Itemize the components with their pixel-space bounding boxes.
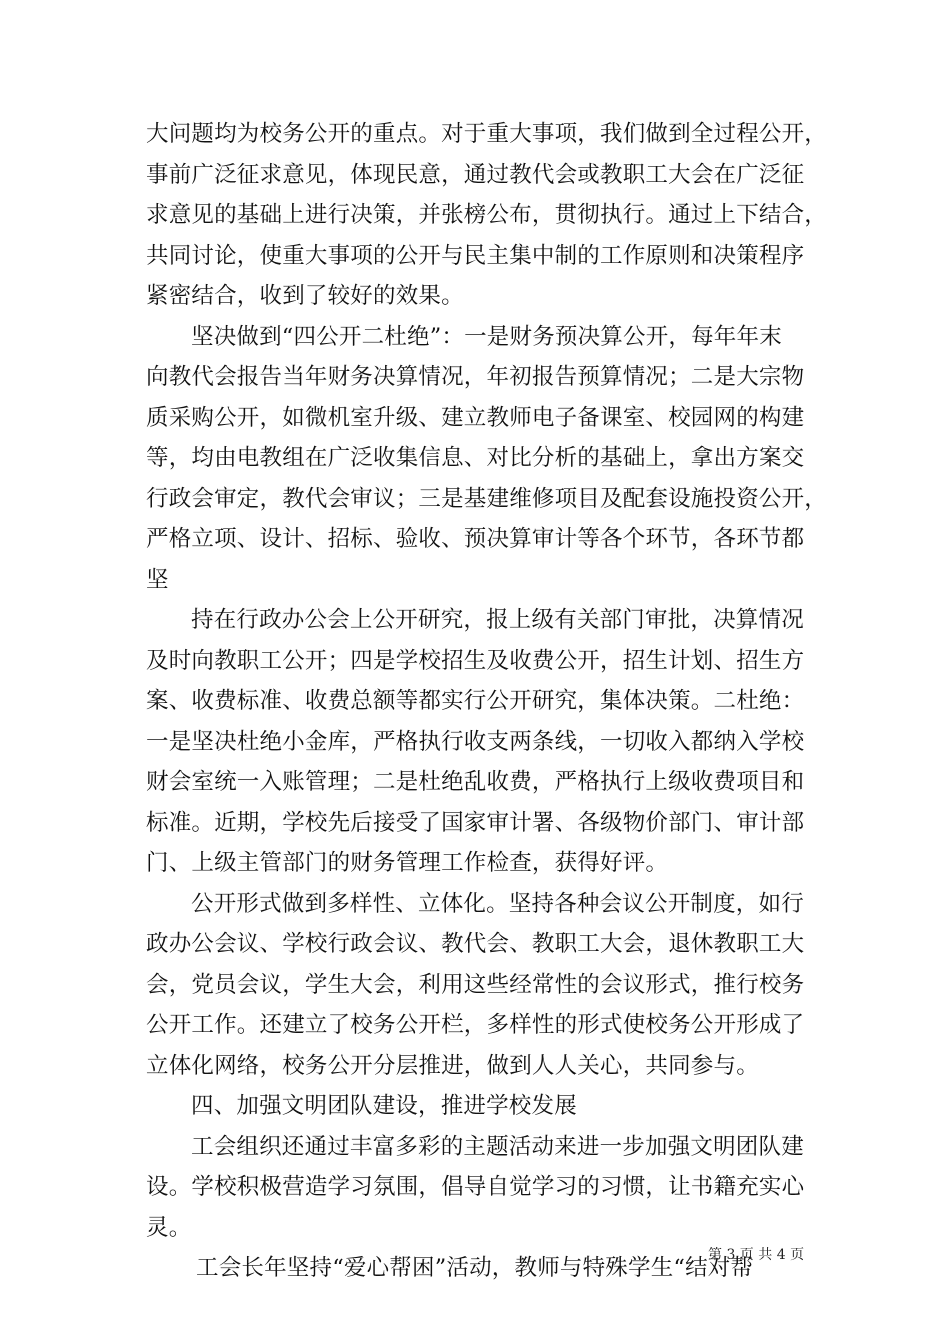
text-line: 及时向教职工公开；四是学校招生及收费公开，招生计划、招生方	[146, 647, 805, 674]
text-line: 严格立项、设计、招标、验收、预决算审计等各个环节，各环节都	[146, 526, 805, 552]
paragraph-start-line: 坚决做到“四公开二杜绝”：一是财务预决算公开，每年年末	[191, 323, 782, 350]
text-line: 大问题均为校务公开的重点。对于重大事项，我们做到全过程公开，	[146, 121, 828, 147]
text-line: 坚	[146, 566, 169, 593]
paragraph-start-line: 工会组织还通过丰富多彩的主题活动来进一步加强文明团队建	[191, 1133, 804, 1160]
text-line: 向教代会报告当年财务决算情况，年初报告预算情况；二是大宗物	[146, 364, 805, 390]
section-heading: 四、加强文明团队建设，推进学校发展	[191, 1093, 577, 1119]
text-line: 一是坚决杜绝小金库，严格执行收支两条线，一切收入都纳入学校	[146, 728, 805, 755]
document-body	[146, 114, 828, 1289]
text-line: 质采购公开，如微机室升级、建立教师电子备课室、校园网的构建	[146, 404, 805, 431]
page-number-footer: 第 3 页 共 4 页	[708, 1247, 805, 1263]
text-line: 事前广泛征求意见，体现民意，通过教代会或教职工大会在广泛征	[146, 161, 805, 188]
paragraph-start-line: 公开形式做到多样性、立体化。坚持各种会议公开制度，如行	[191, 890, 804, 917]
text-line: 立体化网络，校务公开分层推进，做到人人关心，共同参与。	[146, 1052, 759, 1079]
text-line: 求意见的基础上进行决策，并张榜公布，贯彻执行。通过上下结合，	[146, 202, 828, 228]
text-line: 公开工作。还建立了校务公开栏，多样性的形式使校务公开形成了	[146, 1012, 805, 1038]
text-line: 灵。	[146, 1214, 192, 1241]
text-line: 会，党员会议，学生大会，利用这些经常性的会议形式，推行校务	[146, 971, 805, 998]
text-line: 财会室统一入账管理；二是杜绝乱收费，严格执行上级收费项目和	[146, 769, 805, 795]
text-line: 案、收费标准、收费总额等都实行公开研究，集体决策。二杜绝：	[146, 688, 805, 714]
paragraph-start-line: 工会长年坚持“爱心帮困”活动，教师与特殊学生“结对帮	[196, 1255, 754, 1281]
paragraph-start-line: 持在行政办公会上公开研究，报上级有关部门审批，决算情况	[191, 607, 804, 633]
text-line: 共同讨论，使重大事项的公开与民主集中制的工作原则和决策程序	[146, 242, 805, 269]
text-line: 政办公会议、学校行政会议、教代会、教职工大会，退休教职工大	[146, 931, 805, 957]
text-line: 设。学校积极营造学习氛围，倡导自觉学习的习惯，让书籍充实心	[146, 1174, 805, 1200]
text-line: 门、上级主管部门的财务管理工作检查，获得好评。	[146, 850, 669, 876]
text-line: 紧密结合，收到了较好的效果。	[146, 283, 464, 309]
text-line: 等，均由电教组在广泛收集信息、对比分析的基础上，拿出方案交	[146, 445, 805, 471]
text-line: 标准。近期，学校先后接受了国家审计署、各级物价部门、审计部	[146, 809, 805, 836]
text-line: 行政会审定，教代会审议；三是基建维修项目及配套设施投资公开，	[146, 485, 828, 512]
